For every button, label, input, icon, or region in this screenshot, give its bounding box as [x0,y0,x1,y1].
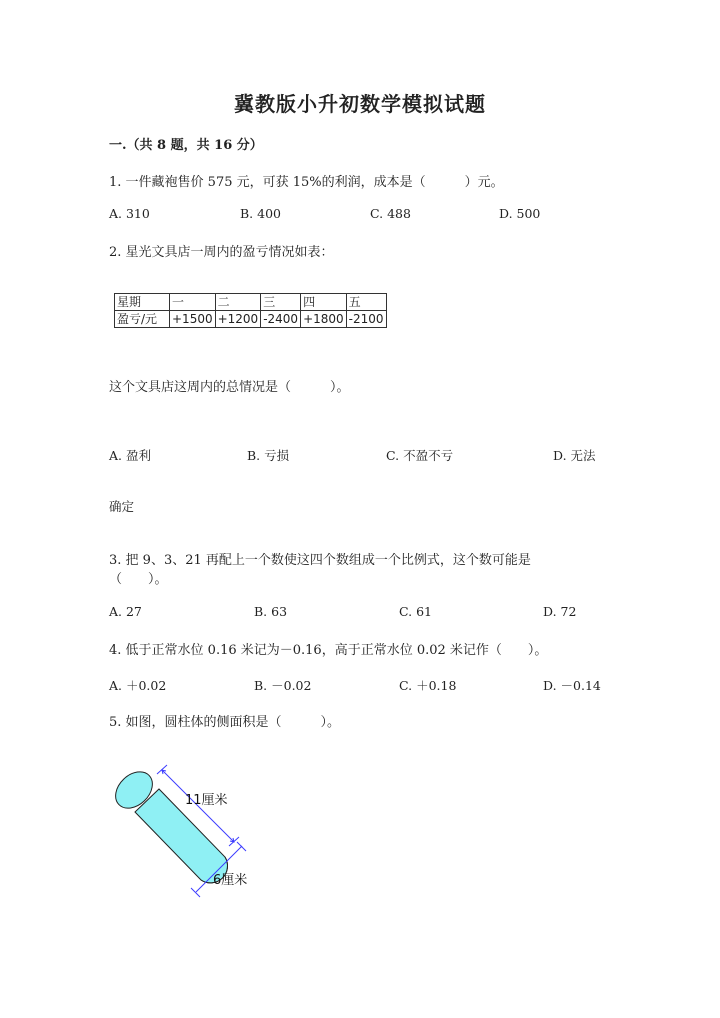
table-header-cell: 五 [346,294,386,311]
q1-option-b: B. 400 [240,206,281,221]
q2-option-d-wrap: 确定 [109,499,135,514]
length-label: 11厘米 [185,793,228,808]
section-header: 一.（共 8 题，共 16 分） [109,138,263,153]
cylinder-figure [108,760,268,910]
diameter-label: 6厘米 [213,873,248,888]
question-2-followup: 这个文具店这周内的总情况是（ ）。 [109,380,350,395]
q4-option-c: C. ＋0.18 [399,678,457,693]
q2-option-c: C. 不盈不亏 [386,448,454,463]
q2-option-d: D. 无法 [553,448,596,463]
table-cell: +1800 [301,311,347,328]
q3-option-c: C. 61 [399,604,432,619]
q1-option-d: D. 500 [499,206,541,221]
question-4-text: 4. 低于正常水位 0.16 米记为－0.16，高于正常水位 0.02 米记作（ ）。 [109,643,548,658]
table-header-cell: 星期 [115,294,170,311]
table-row [115,311,387,328]
table-header-row [115,294,387,311]
q4-option-b: B. －0.02 [254,678,312,693]
question-3-text: 3. 把 9、3、21 再配上一个数使这四个数组成一个比例式，这个数可能是 [109,553,531,568]
q4-option-d: D. －0.14 [543,678,601,693]
q1-option-a: A. 310 [109,206,150,221]
question-5-text: 5. 如图，圆柱体的侧面积是（ ）。 [109,715,341,730]
q2-option-b: B. 亏损 [247,448,290,463]
q2-option-a: A. 盈利 [109,448,151,463]
question-3-text-cont: （ ）。 [109,572,168,587]
q3-option-d: D. 72 [543,604,577,619]
q1-option-c: C. 488 [370,206,411,221]
profit-loss-table [114,293,387,328]
table-header-cell: 二 [215,294,261,311]
table-header-cell: 一 [170,294,216,311]
question-1-text: 1. 一件藏袍售价 575 元，可获 15%的利润，成本是（ ）元。 [109,175,504,190]
table-cell: -2400 [261,311,301,328]
question-2-text: 2. 星光文具店一周内的盈亏情况如表： [109,245,334,260]
table-header-cell: 三 [261,294,301,311]
table-cell: -2100 [346,311,386,328]
q3-option-a: A. 27 [109,604,142,619]
table-cell: +1500 [170,311,216,328]
table-header-cell: 四 [301,294,347,311]
q4-option-a: A. ＋0.02 [109,678,167,693]
page-title: 冀教版小升初数学模拟试题 [234,92,486,116]
table-cell: 盈亏/元 [115,311,170,328]
q3-option-b: B. 63 [254,604,288,619]
table-cell: +1200 [215,311,261,328]
